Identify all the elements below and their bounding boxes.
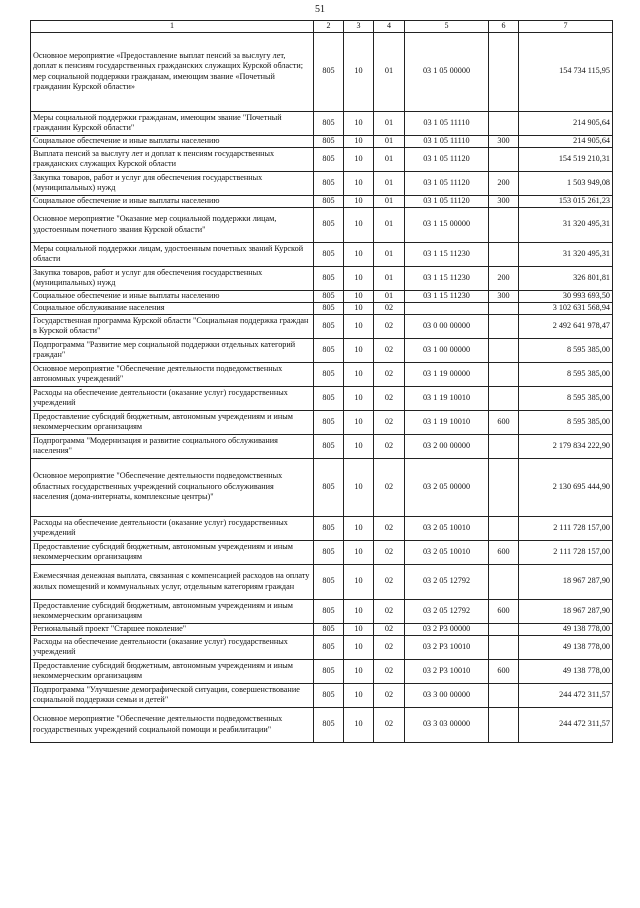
row-section-code: 10 [344, 135, 374, 147]
row-target-code: 03 2 00 00000 [405, 434, 489, 458]
row-target-code: 03 1 05 11120 [405, 195, 489, 207]
row-amount: 214 905,64 [519, 135, 613, 147]
row-amount: 3 102 631 568,94 [519, 302, 613, 314]
row-section-code: 10 [344, 623, 374, 635]
row-name: Основное мероприятие "Обеспечение деятельности подведомственных государственных учреждений социальной помощи и реабилитации" [31, 707, 314, 742]
row-expense-type-code: 300 [489, 195, 519, 207]
row-expense-type-code: 300 [489, 290, 519, 302]
row-name: Социальное обеспечение и иные выплаты населению [31, 290, 314, 302]
row-subsection-code: 01 [374, 32, 405, 111]
row-subsection-code: 01 [374, 290, 405, 302]
row-name: Основное мероприятие "Обеспечение деятельности подведомственных областных государственных учреждений социального обслуживания населения (дома-интернаты, комплексные центры)" [31, 458, 314, 516]
row-ved-code: 805 [314, 171, 344, 195]
row-ved-code: 805 [314, 111, 344, 135]
table-row [31, 707, 613, 742]
header-col-7: 7 [519, 21, 613, 33]
row-target-code: 03 1 19 10010 [405, 386, 489, 410]
row-name: Основное мероприятие «Предоставление выплат пенсий за выслугу лет, доплат к пенсиям государственных гражданских служащих Курской области; мер социальной поддержки гражданам, имеющим звание «Почетный гражданин Курской области» [31, 32, 314, 111]
row-subsection-code: 02 [374, 623, 405, 635]
row-subsection-code: 01 [374, 195, 405, 207]
row-expense-type-code [489, 516, 519, 540]
row-section-code: 10 [344, 410, 374, 434]
row-ved-code: 805 [314, 242, 344, 266]
row-expense-type-code [489, 458, 519, 516]
row-ved-code: 805 [314, 458, 344, 516]
row-section-code: 10 [344, 659, 374, 683]
row-name: Основное мероприятие "Оказание мер социальной поддержки лицам, удостоенным почетного звания Курской области" [31, 207, 314, 242]
row-ved-code: 805 [314, 195, 344, 207]
row-name: Расходы на обеспечение деятельности (оказание услуг) государственных учреждений [31, 635, 314, 659]
row-section-code: 10 [344, 338, 374, 362]
row-expense-type-code [489, 564, 519, 599]
row-amount: 49 138 778,00 [519, 635, 613, 659]
table-row [31, 135, 613, 147]
row-name: Предоставление субсидий бюджетным, автономным учреждениям и иным некоммерческим организациям [31, 599, 314, 623]
row-name: Социальное обеспечение и иные выплаты населению [31, 195, 314, 207]
row-target-code: 03 2 P3 00000 [405, 623, 489, 635]
row-ved-code: 805 [314, 302, 344, 314]
row-ved-code: 805 [314, 516, 344, 540]
row-amount: 2 111 728 157,00 [519, 540, 613, 564]
row-expense-type-code [489, 207, 519, 242]
row-subsection-code: 01 [374, 242, 405, 266]
row-target-code: 03 1 05 11110 [405, 111, 489, 135]
row-section-code: 10 [344, 540, 374, 564]
row-target-code: 03 1 05 11120 [405, 171, 489, 195]
header-col-1: 1 [31, 21, 314, 33]
row-ved-code: 805 [314, 599, 344, 623]
row-amount: 154 519 210,31 [519, 147, 613, 171]
row-target-code: 03 1 05 11110 [405, 135, 489, 147]
row-subsection-code: 02 [374, 599, 405, 623]
row-amount: 326 801,81 [519, 266, 613, 290]
row-subsection-code: 02 [374, 683, 405, 707]
row-subsection-code: 02 [374, 314, 405, 338]
table-row [31, 314, 613, 338]
table-row [31, 434, 613, 458]
row-amount: 2 111 728 157,00 [519, 516, 613, 540]
row-target-code: 03 1 19 10010 [405, 410, 489, 434]
row-amount: 18 967 287,90 [519, 564, 613, 599]
row-amount: 244 472 311,57 [519, 707, 613, 742]
row-section-code: 10 [344, 635, 374, 659]
row-section-code: 10 [344, 564, 374, 599]
row-amount: 8 595 385,00 [519, 386, 613, 410]
table-row [31, 302, 613, 314]
row-name: Закупка товаров, работ и услуг для обеспечения государственных (муниципальных) нужд [31, 266, 314, 290]
row-section-code: 10 [344, 171, 374, 195]
row-name: Меры социальной поддержки лицам, удостоенным почетных званий Курской области [31, 242, 314, 266]
row-name: Социальное обеспечение и иные выплаты населению [31, 135, 314, 147]
table-row [31, 32, 613, 111]
row-ved-code: 805 [314, 290, 344, 302]
row-expense-type-code [489, 338, 519, 362]
row-amount: 8 595 385,00 [519, 338, 613, 362]
row-amount: 49 138 778,00 [519, 623, 613, 635]
table-row [31, 362, 613, 386]
row-target-code: 03 3 03 00000 [405, 707, 489, 742]
row-name: Государственная программа Курской области "Социальная поддержка граждан в Курской области" [31, 314, 314, 338]
row-target-code: 03 1 05 00000 [405, 32, 489, 111]
row-name: Меры социальной поддержки гражданам, имеющим звание "Почетный гражданин Курской области" [31, 111, 314, 135]
row-subsection-code: 02 [374, 540, 405, 564]
row-target-code [405, 302, 489, 314]
row-target-code: 03 2 P3 10010 [405, 659, 489, 683]
row-name: Подпрограмма "Улучшение демографической ситуации, совершенствование социальной поддержки семьи и детей" [31, 683, 314, 707]
row-expense-type-code [489, 111, 519, 135]
row-section-code: 10 [344, 290, 374, 302]
row-expense-type-code: 600 [489, 599, 519, 623]
row-amount: 8 595 385,00 [519, 410, 613, 434]
row-expense-type-code: 600 [489, 410, 519, 434]
row-amount: 214 905,64 [519, 111, 613, 135]
row-expense-type-code [489, 302, 519, 314]
row-subsection-code: 02 [374, 410, 405, 434]
row-ved-code: 805 [314, 314, 344, 338]
row-amount: 30 993 693,50 [519, 290, 613, 302]
row-section-code: 10 [344, 266, 374, 290]
table-row [31, 683, 613, 707]
table-row [31, 599, 613, 623]
row-expense-type-code [489, 147, 519, 171]
row-name: Предоставление субсидий бюджетным, автономным учреждениям и иным некоммерческим организациям [31, 410, 314, 434]
row-ved-code: 805 [314, 147, 344, 171]
row-target-code: 03 1 05 11120 [405, 147, 489, 171]
row-subsection-code: 01 [374, 111, 405, 135]
row-section-code: 10 [344, 32, 374, 111]
row-section-code: 10 [344, 683, 374, 707]
row-ved-code: 805 [314, 434, 344, 458]
row-subsection-code: 02 [374, 659, 405, 683]
row-ved-code: 805 [314, 623, 344, 635]
row-expense-type-code: 200 [489, 266, 519, 290]
row-ved-code: 805 [314, 410, 344, 434]
row-ved-code: 805 [314, 135, 344, 147]
row-expense-type-code [489, 32, 519, 111]
row-section-code: 10 [344, 516, 374, 540]
table-row [31, 290, 613, 302]
row-section-code: 10 [344, 599, 374, 623]
row-expense-type-code: 600 [489, 659, 519, 683]
row-target-code: 03 1 15 11230 [405, 242, 489, 266]
table-row [31, 386, 613, 410]
row-ved-code: 805 [314, 32, 344, 111]
table-row [31, 623, 613, 635]
row-subsection-code: 02 [374, 707, 405, 742]
row-name: Социальное обслуживание населения [31, 302, 314, 314]
row-subsection-code: 02 [374, 564, 405, 599]
row-amount: 18 967 287,90 [519, 599, 613, 623]
row-amount: 154 734 115,95 [519, 32, 613, 111]
row-section-code: 10 [344, 458, 374, 516]
table-row [31, 147, 613, 171]
row-target-code: 03 2 05 12792 [405, 599, 489, 623]
row-ved-code: 805 [314, 540, 344, 564]
row-target-code: 03 2 05 00000 [405, 458, 489, 516]
row-section-code: 10 [344, 111, 374, 135]
row-amount: 49 138 778,00 [519, 659, 613, 683]
row-target-code: 03 3 00 00000 [405, 683, 489, 707]
row-section-code: 10 [344, 207, 374, 242]
row-subsection-code: 02 [374, 635, 405, 659]
row-subsection-code: 02 [374, 434, 405, 458]
row-expense-type-code [489, 314, 519, 338]
table-row [31, 338, 613, 362]
row-subsection-code: 01 [374, 207, 405, 242]
row-expense-type-code [489, 635, 519, 659]
row-amount: 153 015 261,23 [519, 195, 613, 207]
table-row [31, 516, 613, 540]
row-subsection-code: 02 [374, 362, 405, 386]
row-section-code: 10 [344, 362, 374, 386]
row-expense-type-code [489, 362, 519, 386]
row-subsection-code: 01 [374, 266, 405, 290]
row-target-code: 03 2 05 10010 [405, 516, 489, 540]
row-ved-code: 805 [314, 707, 344, 742]
table-row [31, 410, 613, 434]
row-subsection-code: 01 [374, 135, 405, 147]
page-number: 51 [315, 4, 325, 15]
table-row [31, 195, 613, 207]
row-ved-code: 805 [314, 266, 344, 290]
row-expense-type-code [489, 434, 519, 458]
row-subsection-code: 02 [374, 516, 405, 540]
row-expense-type-code [489, 386, 519, 410]
row-amount: 31 320 495,31 [519, 242, 613, 266]
row-name: Подпрограмма "Модернизация и развитие социального обслуживания населения" [31, 434, 314, 458]
table-row [31, 207, 613, 242]
budget-table [30, 20, 613, 743]
row-name: Расходы на обеспечение деятельности (оказание услуг) государственных учреждений [31, 386, 314, 410]
table-row [31, 111, 613, 135]
row-name: Подпрограмма "Развитие мер социальной поддержки отдельных категорий граждан" [31, 338, 314, 362]
row-target-code: 03 2 05 10010 [405, 540, 489, 564]
row-expense-type-code: 600 [489, 540, 519, 564]
row-ved-code: 805 [314, 683, 344, 707]
row-ved-code: 805 [314, 338, 344, 362]
row-ved-code: 805 [314, 386, 344, 410]
header-col-3: 3 [344, 21, 374, 33]
row-name: Региональный проект "Старшее поколение" [31, 623, 314, 635]
row-section-code: 10 [344, 302, 374, 314]
row-subsection-code: 01 [374, 147, 405, 171]
row-section-code: 10 [344, 434, 374, 458]
row-name: Ежемесячная денежная выплата, связанная с компенсацией расходов на оплату жилых помещений и коммунальных услуг, отдельным категориям граждан [31, 564, 314, 599]
row-target-code: 03 2 05 12792 [405, 564, 489, 599]
row-section-code: 10 [344, 314, 374, 338]
row-section-code: 10 [344, 242, 374, 266]
row-expense-type-code [489, 707, 519, 742]
row-ved-code: 805 [314, 362, 344, 386]
row-name: Выплата пенсий за выслугу лет и доплат к пенсиям государственных гражданских служащих Курской области [31, 147, 314, 171]
row-target-code: 03 1 19 00000 [405, 362, 489, 386]
row-ved-code: 805 [314, 564, 344, 599]
row-ved-code: 805 [314, 659, 344, 683]
row-amount: 8 595 385,00 [519, 362, 613, 386]
row-ved-code: 805 [314, 207, 344, 242]
table-row [31, 458, 613, 516]
table-row [31, 635, 613, 659]
row-amount: 2 492 641 978,47 [519, 314, 613, 338]
row-expense-type-code: 200 [489, 171, 519, 195]
row-section-code: 10 [344, 147, 374, 171]
row-ved-code: 805 [314, 635, 344, 659]
row-subsection-code: 02 [374, 458, 405, 516]
row-target-code: 03 1 15 11230 [405, 266, 489, 290]
row-section-code: 10 [344, 707, 374, 742]
table-row [31, 171, 613, 195]
row-subsection-code: 02 [374, 338, 405, 362]
table-row [31, 564, 613, 599]
header-col-5: 5 [405, 21, 489, 33]
table-row [31, 266, 613, 290]
row-subsection-code: 02 [374, 386, 405, 410]
row-amount: 2 130 695 444,90 [519, 458, 613, 516]
table-row [31, 242, 613, 266]
row-target-code: 03 2 P3 10010 [405, 635, 489, 659]
row-amount: 31 320 495,31 [519, 207, 613, 242]
header-col-4: 4 [374, 21, 405, 33]
table-row [31, 659, 613, 683]
table-row [31, 540, 613, 564]
row-subsection-code: 01 [374, 171, 405, 195]
row-amount: 2 179 834 222,90 [519, 434, 613, 458]
row-target-code: 03 0 00 00000 [405, 314, 489, 338]
row-name: Расходы на обеспечение деятельности (оказание услуг) государственных учреждений [31, 516, 314, 540]
row-name: Закупка товаров, работ и услуг для обеспечения государственных (муниципальных) нужд [31, 171, 314, 195]
header-row [31, 21, 613, 33]
row-target-code: 03 1 15 11230 [405, 290, 489, 302]
row-amount: 1 503 949,08 [519, 171, 613, 195]
row-section-code: 10 [344, 386, 374, 410]
row-expense-type-code [489, 623, 519, 635]
row-expense-type-code [489, 683, 519, 707]
row-amount: 244 472 311,57 [519, 683, 613, 707]
header-col-2: 2 [314, 21, 344, 33]
row-section-code: 10 [344, 195, 374, 207]
header-col-6: 6 [489, 21, 519, 33]
row-expense-type-code [489, 242, 519, 266]
row-target-code: 03 1 15 00000 [405, 207, 489, 242]
row-name: Предоставление субсидий бюджетным, автономным учреждениям и иным некоммерческим организациям [31, 659, 314, 683]
row-name: Основное мероприятие "Обеспечение деятельности подведомственных автономных учреждений" [31, 362, 314, 386]
row-target-code: 03 1 00 00000 [405, 338, 489, 362]
row-name: Предоставление субсидий бюджетным, автономным учреждениям и иным некоммерческим организациям [31, 540, 314, 564]
row-expense-type-code: 300 [489, 135, 519, 147]
row-subsection-code: 02 [374, 302, 405, 314]
